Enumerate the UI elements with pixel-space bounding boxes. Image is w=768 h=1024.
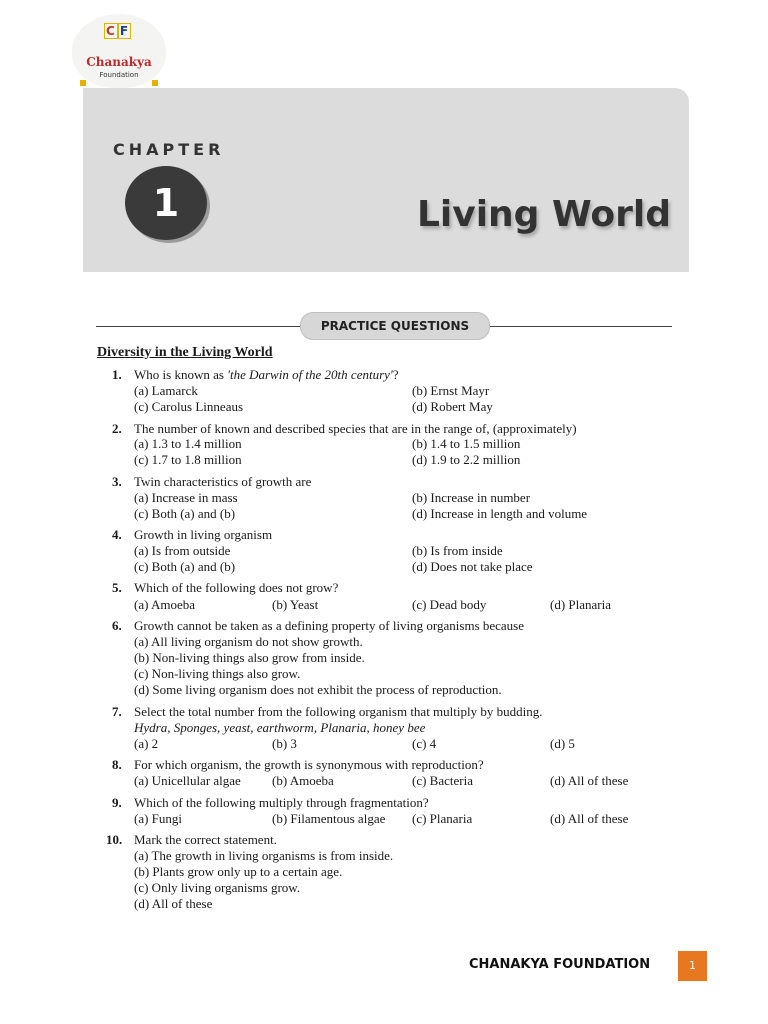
option: (b) Filamentous algae	[272, 811, 386, 826]
logo-name: Chanakya	[86, 55, 152, 69]
question-number: 2.	[112, 421, 122, 436]
question-text: Which of the following does not grow?	[134, 580, 339, 595]
option: (c) Planaria	[412, 811, 473, 826]
option: (c) Carolus Linneaus	[134, 399, 244, 414]
section-heading: Diversity in the Living World	[97, 345, 273, 360]
option: (b) Yeast	[272, 597, 319, 612]
option: (b) Plants grow only up to a certain age.	[134, 864, 343, 879]
footer-brand: CHANAKYA FOUNDATION	[469, 957, 651, 972]
question-text: Growth in living organism	[134, 527, 273, 542]
question-text: Growth cannot be taken as a defining property of living organisms because	[134, 618, 525, 633]
option: (b) Ernst Mayr	[412, 383, 490, 398]
option: (c) 4	[412, 736, 437, 751]
practice-questions-label: PRACTICE QUESTIONS	[300, 312, 490, 340]
chapter-label: CHAPTER	[113, 140, 225, 159]
option: (a) Amoeba	[134, 597, 196, 612]
question-number: 3.	[112, 474, 122, 489]
question-number: 6.	[112, 618, 122, 633]
logo	[72, 14, 166, 88]
logo-dot-left	[80, 80, 86, 86]
option: (b) 1.4 to 1.5 million	[412, 436, 521, 451]
question-text: For which organism, the growth is synonymous with reproduction?	[134, 757, 484, 772]
question-number: 7.	[112, 704, 122, 719]
option: (d) All of these	[550, 811, 629, 826]
logo-monogram: C F	[106, 24, 130, 38]
question-number: 10.	[106, 832, 123, 847]
option: (b) 3	[272, 736, 297, 751]
option: (a) The growth in living organisms is from inside.	[134, 848, 394, 863]
option: (b) Non-living things also grow from inside.	[134, 650, 365, 665]
option: (c) Only living organisms grow.	[134, 880, 301, 895]
option: (c) Both (a) and (b)	[134, 506, 236, 521]
question-subtext: Hydra, Sponges, yeast, earthworm, Planaria, honey bee	[134, 720, 426, 735]
question-text: Which of the following multiply through fragmentation?	[134, 795, 429, 810]
option: (a) 2	[134, 736, 159, 751]
option: (d) Some living organism does not exhibit the process of reproduction.	[134, 682, 502, 697]
chapter-title: Living World	[416, 194, 671, 235]
option: (b) Amoeba	[272, 773, 334, 788]
option: (b) Is from inside	[412, 543, 503, 558]
option: (a) Lamarck	[134, 383, 198, 398]
question-number: 1.	[112, 367, 122, 382]
option: (a) Is from outside	[134, 543, 231, 558]
option: (a) 1.3 to 1.4 million	[134, 436, 242, 451]
question-text: Who is known as 'the Darwin of the 20th century'?	[134, 367, 399, 382]
option: (c) Both (a) and (b)	[134, 559, 236, 574]
question-text: The number of known and described species that are in the range of, (approximately)	[134, 421, 577, 436]
option: (d) Robert May	[412, 399, 493, 414]
option: (a) Fungi	[134, 811, 183, 826]
question-text: Select the total number from the following organism that multiply by budding.	[134, 704, 543, 719]
option: (b) Increase in number	[412, 490, 531, 505]
question-text: Mark the correct statement.	[134, 832, 277, 847]
option: (d) Increase in length and volume	[412, 506, 588, 521]
question-number: 8.	[112, 757, 122, 772]
option: (d) All of these	[134, 896, 213, 911]
option: (d) All of these	[550, 773, 629, 788]
chapter-number-badge: 1	[125, 166, 207, 240]
option: (a) Unicellular algae	[134, 773, 241, 788]
option: (c) 1.7 to 1.8 million	[134, 452, 242, 467]
page-number: 1	[678, 951, 707, 981]
option: (c) Bacteria	[412, 773, 473, 788]
question-number: 9.	[112, 795, 122, 810]
question-number: 4.	[112, 527, 122, 542]
option: (c) Non-living things also grow.	[134, 666, 301, 681]
option: (d) Does not take place	[412, 559, 533, 574]
option: (d) Planaria	[550, 597, 612, 612]
chapter-banner	[83, 88, 689, 272]
option: (d) 1.9 to 2.2 million	[412, 452, 521, 467]
question-text: Twin characteristics of growth are	[134, 474, 312, 489]
logo-subtitle: Foundation	[99, 71, 139, 79]
logo-dot-right	[152, 80, 158, 86]
option: (c) Dead body	[412, 597, 487, 612]
option: (a) All living organism do not show growth.	[134, 634, 363, 649]
option: (d) 5	[550, 736, 575, 751]
question-number: 5.	[112, 580, 122, 595]
option: (a) Increase in mass	[134, 490, 238, 505]
